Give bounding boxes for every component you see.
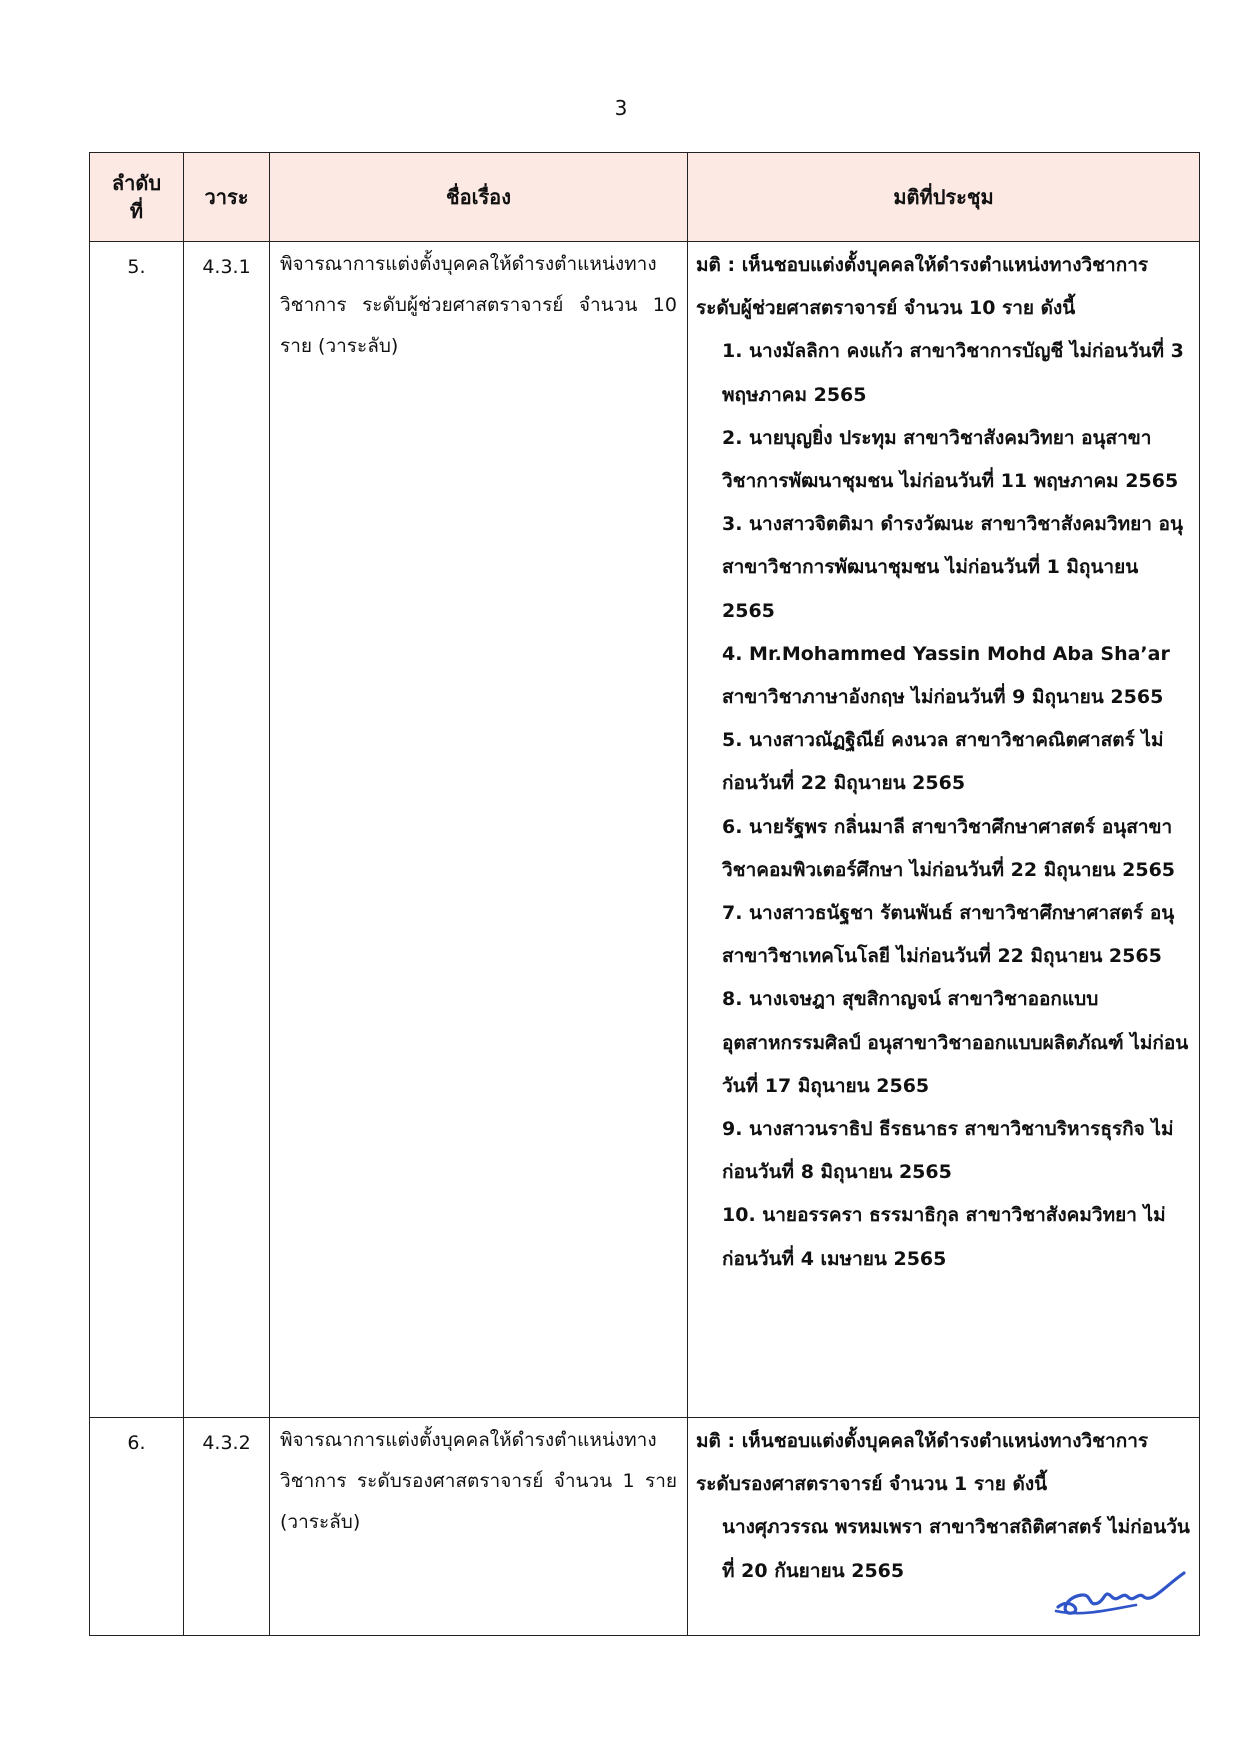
resolution-intro: มติ : เห็นชอบแต่งตั้งบุคคลให้ดำรงตำแหน่งทางวิชาการระดับรองศาสตราจารย์ จำนวน 1 ราย ดังนี้: [696, 1430, 1149, 1496]
row-agenda: 4.3.1: [184, 242, 270, 1418]
resolution-intro: มติ : เห็นชอบแต่งตั้งบุคคลให้ดำรงตำแหน่งทางวิชาการระดับผู้ช่วยศาสตราจารย์ จำนวน 10 ราย ดังนี้: [696, 254, 1149, 320]
signature-underline: [1056, 1605, 1136, 1613]
appointee-item: 4. Mr.Mohammed Yassin Mohd Aba Sha’ar สาขาวิชาภาษาอังกฤษ ไม่ก่อนวันที่ 9 มิถุนายน 2565: [722, 642, 1170, 709]
table-header-row: [90, 153, 1200, 242]
appointee-item: 10. นายอรรครา ธรรมาธิกุล สาขาวิชาสังคมวิทยา ไม่ก่อนวันที่ 4 เมษายน 2565: [722, 1204, 1166, 1270]
appointee-item: 9. นางสาวนราธิป ธีรธนาธร สาขาวิชาบริหารธุรกิจ ไม่ก่อนวันที่ 8 มิถุนายน 2565: [722, 1118, 1174, 1184]
appointee-item: 1. นางมัลลิกา คงแก้ว สาขาวิชาการบัญชี ไม่ก่อนวันที่ 3 พฤษภาคม 2565: [722, 340, 1184, 406]
appointee-item: 7. นางสาวธนัฐชา รัตนพันธ์ สาขาวิชาศึกษาศาสตร์ อนุสาขาวิชาเทคโนโลยี ไม่ก่อนวันที่ 22 มิถุนายน 2565: [722, 902, 1175, 968]
signature-mark: [1052, 1567, 1192, 1619]
header-subject: ชื่อเรื่อง: [270, 153, 688, 242]
row-subject: พิจารณาการแต่งตั้งบุคคลให้ดำรงตำแหน่งทางวิชาการ ระดับผู้ช่วยศาสตราจารย์ จำนวน 10 ราย (วาระลับ): [270, 242, 688, 1418]
row-order: 5.: [90, 242, 184, 1418]
row-resolution: [688, 242, 1200, 1418]
appointee-item: 6. นายรัฐพร กลิ่นมาลี สาขาวิชาศึกษาศาสตร์ อนุสาขาวิชาคอมพิวเตอร์ศึกษา ไม่ก่อนวันที่ 22 มิถุนายน 2565: [722, 815, 1176, 881]
appointee-item: 2. นายบุญยิ่ง ประทุม สาขาวิชาสังคมวิทยา อนุสาขาวิชาการพัฒนาชุมชน ไม่ก่อนวันที่ 11 พฤษภาคม 2565: [722, 426, 1179, 493]
page-number: 3: [614, 96, 628, 120]
row-subject: พิจารณาการแต่งตั้งบุคคลให้ดำรงตำแหน่งทางวิชาการ ระดับรองศาสตราจารย์ จำนวน 1 ราย (วาระลับ): [270, 1418, 688, 1636]
minutes-table: [89, 152, 1200, 1636]
appointee-item: 8. นางเจษฎา สุขสิกาญจน์ สาขาวิชาออกแบบอุตสาหกรรมศิลป์ อนุสาขาวิชาออกแบบผลิตภัณฑ์ ไม่ก่อนวันที่ 17 มิถุนายน 2565: [722, 988, 1189, 1097]
appointee-item: นางศุภวรรณ พรหมเพรา สาขาวิชาสถิติศาสตร์ ไม่ก่อนวันที่ 20 กันยายน 2565: [722, 1516, 1190, 1582]
appointee-item: 5. นางสาวณัฏฐิณีย์ คงนวล สาขาวิชาคณิตศาสตร์ ไม่ก่อนวันที่ 22 มิถุนายน 2565: [722, 729, 1164, 795]
row-order: 6.: [90, 1418, 184, 1636]
row-agenda: 4.3.2: [184, 1418, 270, 1636]
table-row: [90, 242, 1200, 1418]
header-resolution: มติที่ประชุม: [688, 153, 1200, 242]
header-order: ลำดับ ที่: [90, 153, 184, 242]
appointee-item: 3. นางสาวจิตติมา ดำรงวัฒนะ สาขาวิชาสังคมวิทยา อนุสาขาวิชาการพัฒนาชุมชน ไม่ก่อนวันที่ 1 มิถุนายน 2565: [722, 513, 1183, 622]
table-row: [90, 1418, 1200, 1636]
header-agenda: วาระ: [184, 153, 270, 242]
